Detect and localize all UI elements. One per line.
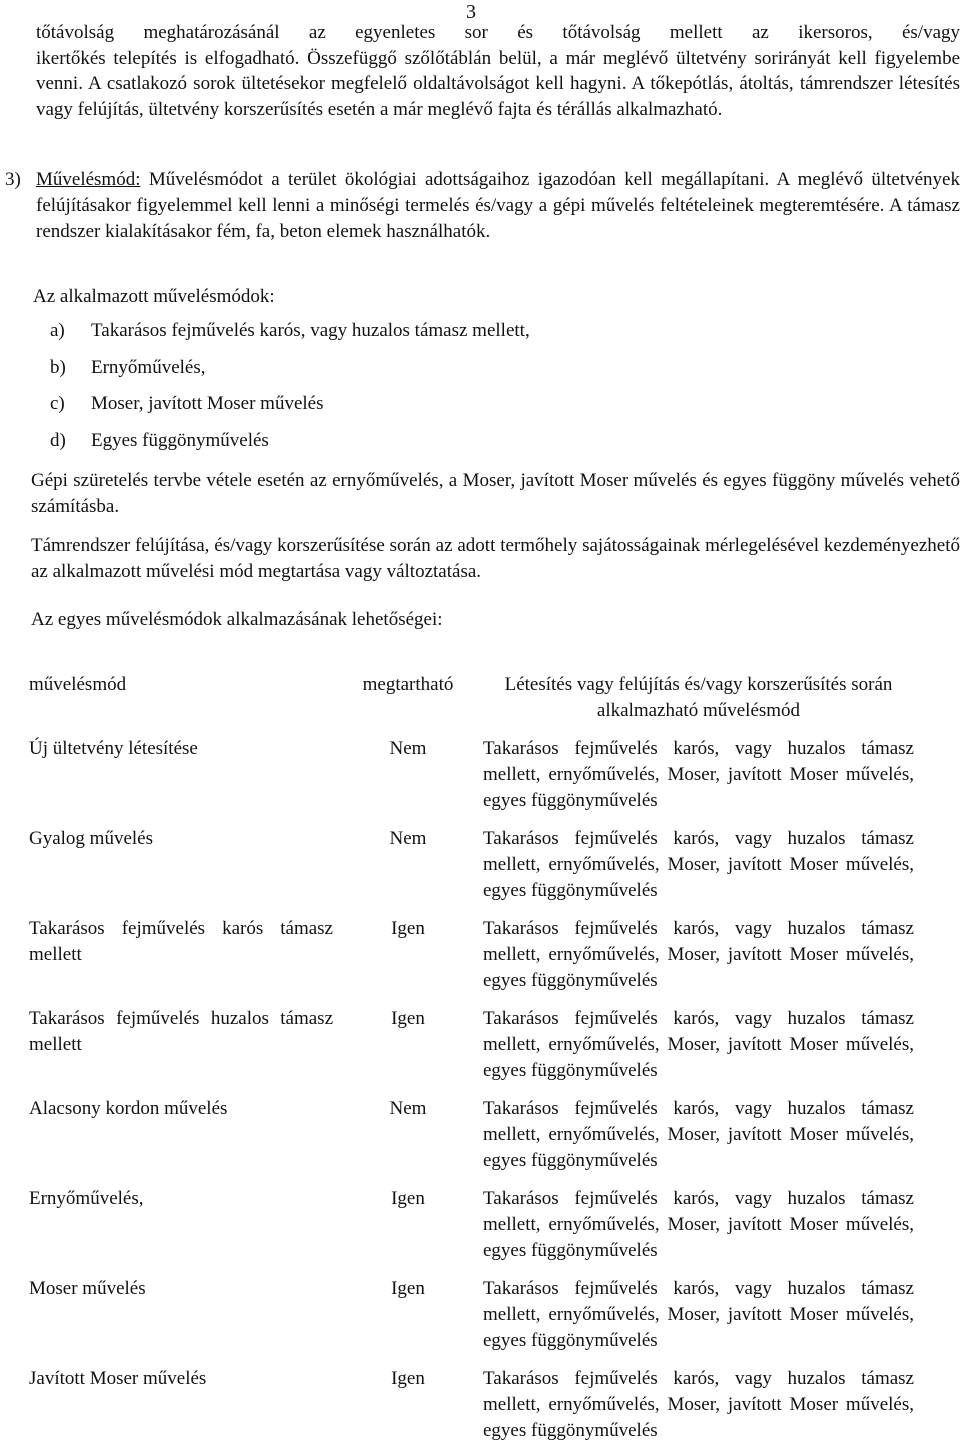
continued-paragraph-first-line: tőtávolság meghatározásánál az egyenletes sor és tőtávolság mellett az ikersoros, és/vagy	[36, 22, 960, 43]
table-row	[29, 1366, 914, 1456]
list-item-text: Ernyőművelés,	[91, 356, 206, 378]
table-row	[29, 736, 914, 826]
cell-apply: Takarásos fejművelés karós, vagy huzalos támasz mellett, ernyőművelés, Moser, javított Moser művelés, egyes függönyművelés	[483, 828, 914, 901]
header-method: művelésmód	[29, 674, 127, 695]
list-item	[50, 391, 530, 428]
cell-method: Takarásos fejművelés huzalos támasz mellett	[29, 1008, 333, 1055]
list-item-letter: d)	[50, 429, 66, 451]
list-item	[50, 318, 530, 355]
cell-apply: Takarásos fejművelés karós, vagy huzalos támasz mellett, ernyőművelés, Moser, javított Moser művelés, egyes függönyművelés	[483, 1368, 914, 1441]
cell-method: Javított Moser művelés	[29, 1368, 207, 1389]
table-row	[29, 1276, 914, 1366]
list-item-letter: b)	[50, 356, 66, 378]
cell-keep: Igen	[391, 918, 425, 939]
cell-method: Új ültetvény létesítése	[29, 738, 198, 759]
cell-keep: Nem	[389, 828, 427, 849]
list-item-letter: a)	[50, 320, 65, 341]
list-item	[50, 355, 530, 392]
cell-apply: Takarásos fejművelés karós, vagy huzalos támasz mellett, ernyőművelés, Moser, javított Moser művelés, egyes függönyművelés	[483, 1278, 914, 1351]
cell-keep: Nem	[389, 738, 427, 759]
cell-apply: Takarásos fejművelés karós, vagy huzalos támasz mellett, ernyőművelés, Moser, javított Moser művelés, egyes függönyművelés	[483, 738, 914, 811]
section-3-heading: Művelésmód:	[36, 169, 141, 190]
list-item-text: Takarásos fejművelés karós, vagy huzalos támasz mellett,	[91, 320, 530, 341]
table-row	[29, 1186, 914, 1276]
section-3-number: 3)	[5, 169, 21, 190]
table-header-row	[29, 672, 914, 736]
list-item-text: Moser, javított Moser művelés	[91, 393, 324, 414]
methods-intro: Az alkalmazott művelésmódok:	[33, 286, 275, 307]
cell-apply: Takarásos fejművelés karós, vagy huzalos támasz mellett, ernyőművelés, Moser, javított Moser művelés, egyes függönyművelés	[483, 1008, 914, 1081]
header-keep: megtartható	[362, 674, 454, 695]
cell-keep: Igen	[391, 1278, 425, 1299]
table-row	[29, 1006, 914, 1096]
cell-method: Ernyőművelés,	[29, 1188, 144, 1209]
cell-keep: Igen	[391, 1188, 425, 1209]
table-row	[29, 916, 914, 1006]
support-system-paragraph: Támrendszer felújítása, és/vagy korszerűsítése során az adott termőhely sajátosságainak mérlegelésével kezdeményezhető az alkalmazott művelési mód megtartása vagy változtatása.	[31, 535, 960, 582]
cell-method: Gyalog művelés	[29, 828, 154, 849]
header-apply: Létesítés vagy felújítás és/vagy korszerűsítés során alkalmazható művelésmód	[504, 674, 893, 721]
cell-keep: Igen	[391, 1008, 425, 1029]
continued-paragraph	[36, 20, 960, 122]
cell-method: Takarásos fejművelés karós támasz mellett	[29, 918, 333, 965]
cell-keep: Nem	[389, 1098, 427, 1119]
section-3	[5, 167, 960, 245]
cell-apply: Takarásos fejművelés karós, vagy huzalos támasz mellett, ernyőművelés, Moser, javított Moser művelés, egyes függönyművelés	[483, 1188, 914, 1261]
continued-paragraph-rest: ikertőkés telepítés is elfogadható. Összefüggő szőlőtáblán belül, a már meglévő ültetvény sorirányát kell figyelembe venni. A csatlakozó sorok ültetésekor megfelelő oldaltávolságot kell hagyni. A tőkepótlás, átoltás, támrendszer létesítés vagy felújítás, ültetvény korszerűsítés esetén a már meglévő fajta és térállás alkalmazható.	[36, 47, 960, 120]
list-item-text: Egyes függönyművelés	[91, 429, 269, 451]
cell-method: Moser művelés	[29, 1278, 146, 1299]
section-3-body	[36, 167, 960, 245]
cell-apply: Takarásos fejművelés karós, vagy huzalos támasz mellett, ernyőművelés, Moser, javított Moser művelés, egyes függönyművelés	[483, 918, 914, 991]
table-row	[29, 1096, 914, 1186]
section-3-text: Művelésmódot a terület ökológiai adottságaihoz igazodóan kell megállapítani. A meglévő ültetvények felújításakor figyelemmel kell lenni a minőségi termelés és/vagy a gépi művelés feltételeinek megteremtésére. A támasz rendszer kialakításakor fém, fa, beton elemek használhatók.	[36, 169, 960, 242]
cell-method: Alacsony kordon művelés	[29, 1098, 228, 1119]
methods-list	[50, 318, 530, 464]
table-row	[29, 826, 914, 916]
machine-harvest-paragraph: Gépi szüretelés tervbe vétele esetén az ernyőművelés, a Moser, javított Moser művelés és egyes függöny művelés vehető számításba.	[31, 470, 960, 517]
cell-keep: Igen	[391, 1368, 425, 1389]
cell-apply: Takarásos fejművelés karós, vagy huzalos támasz mellett, ernyőművelés, Moser, javított Moser művelés, egyes függönyművelés	[483, 1098, 914, 1171]
methods-table	[29, 672, 914, 1456]
list-item	[50, 428, 530, 465]
list-item-letter: c)	[50, 393, 65, 414]
table-intro: Az egyes művelésmódok alkalmazásának lehetőségei:	[31, 609, 443, 630]
page-number: 3	[466, 1, 476, 23]
